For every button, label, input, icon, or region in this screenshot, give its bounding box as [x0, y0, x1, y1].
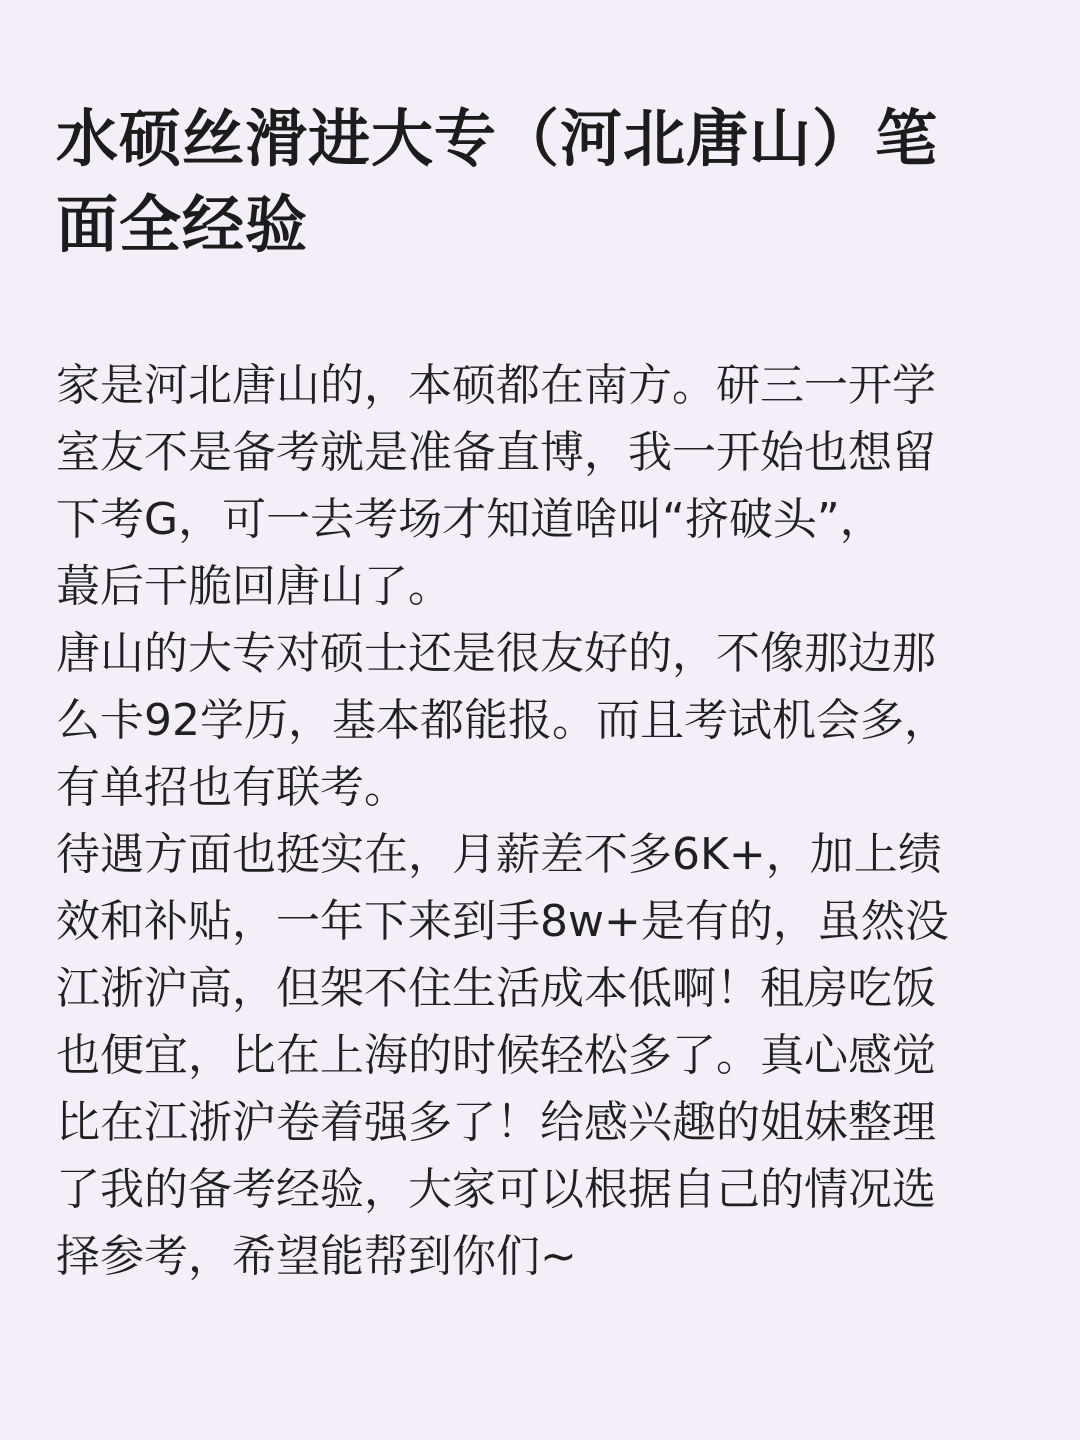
body-line: 江浙沪高，但架不住生活成本低啊！租房吃饭 [56, 963, 936, 1014]
body-line: 下考G，可一去考场才知道啥叫“挤破头”， [56, 494, 884, 545]
paragraph-application [56, 620, 1024, 821]
body-line: 蕞后干脆回唐山了。 [56, 561, 452, 612]
paragraph-benefits [56, 821, 1024, 1290]
body-line: 择参考，希望能帮到你们~ [56, 1231, 577, 1282]
post-title [56, 96, 1024, 268]
body-line: 待遇方面也挺实在，月薪差不多6K+，加上绩 [56, 829, 942, 880]
title-line: 面全经验 [56, 188, 309, 261]
body-line: 了我的备考经验，大家可以根据自己的情况选 [56, 1164, 936, 1215]
body-line: 室友不是备考就是准备直博，我一开始也想留 [56, 427, 936, 478]
body-line: 有单招也有联考。 [56, 762, 408, 813]
body-line: 家是河北唐山的，本硕都在南方。研三一开学 [56, 360, 936, 411]
body-line: 也便宜，比在上海的时候轻松多了。真心感觉 [56, 1030, 936, 1081]
body-line: 效和补贴，一年下来到手8w+是有的，虽然没 [56, 896, 949, 947]
paragraph-background [56, 352, 1024, 620]
body-line: 么卡92学历，基本都能报。而且考试机会多， [56, 695, 948, 746]
title-line: 水硕丝滑进大专（河北唐山）笔 [56, 102, 939, 175]
body-line: 唐山的大专对硕士还是很友好的，不像那边那 [56, 628, 936, 679]
post-body [56, 352, 1024, 1290]
body-line: 比在江浙沪卷着强多了！给感兴趣的姐妹整理 [56, 1097, 936, 1148]
